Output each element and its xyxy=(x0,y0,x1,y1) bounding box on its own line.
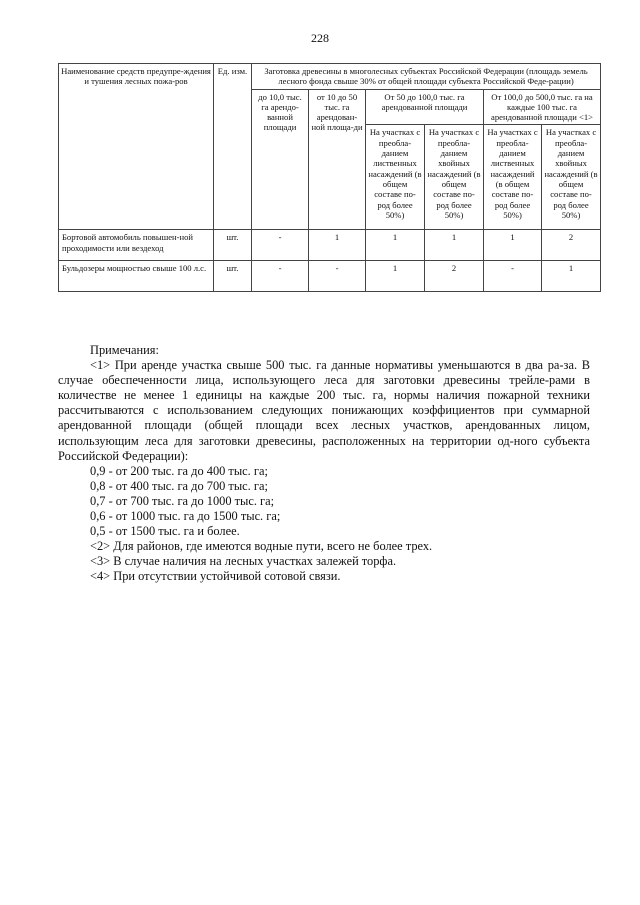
notes-section xyxy=(58,343,590,585)
coefficient-item: 0,8 - от 400 тыс. га до 700 тыс. га; xyxy=(90,478,268,493)
note-4: <4> При отсутствии устойчивой сотовой связи. xyxy=(90,569,341,584)
row-unit: шт. xyxy=(214,230,252,261)
header-unit: Ед. изм. xyxy=(214,64,252,230)
row-value: 1 xyxy=(542,261,601,292)
row-value: 2 xyxy=(425,261,484,292)
header-group-title: Заготовка древесины в многолесных субъектах Российской Федерации (площадь земель лесного фонда свыше 30% от общей площади субъекта Российской Феде-рации) xyxy=(252,64,601,90)
notes-title: Примечания: xyxy=(90,343,159,357)
subheader-deciduous-100-500: На участках с преобла-данием лиственных насаждений (в общем составе по-род более 50%) xyxy=(484,125,542,230)
row-equipment-name: Бортовой автомобиль повышен-ной проходимости или вездеход xyxy=(59,230,214,261)
row-value: 1 xyxy=(366,261,425,292)
subheader-coniferous-100-500: На участках с преобла-данием хвойных насаждений (в общем составе по-род более 50%) xyxy=(542,125,601,230)
header-area-10-50: от 10 до 50 тыс. га арендован-ной площа-ди xyxy=(309,89,366,230)
header-area-100-500: От 100,0 до 500,0 тыс. га на каждые 100 тыс. га арендованной площади <1> xyxy=(484,89,601,125)
table-row xyxy=(59,230,601,261)
header-row-1 xyxy=(59,64,601,90)
note-1: <1> При аренде участка свыше 500 тыс. га данные нормативы уменьшаются в два ра-за. В случае обеспеченности лица, использующего леса для заготовки древесины трейле-рами в количестве не менее 1 единицы на каждые 200 тыс. га, нормы наличия пожарной техники рассчитываются с использованием следующих понижающих коэффициентов при суммарной арендованной площади (общей площади всех лесных участков, арендованных лицом, использующим леса для заготовки древесины, расположенных на территории од-ного субъекта Российской Федерации): xyxy=(58,358,590,463)
fire-equipment-norms-table xyxy=(58,63,601,292)
subheader-deciduous-50-100: На участках с преобла-данием лиственных насаждений (в общем составе по-род более 50%) xyxy=(366,125,425,230)
subheader-coniferous-50-100: На участках с преобла-данием хвойных насаждений (в общем составе по-род более 50%) xyxy=(425,125,484,230)
row-equipment-name: Бульдозеры мощностью свыше 100 л.с. xyxy=(59,261,214,292)
row-value: 1 xyxy=(484,230,542,261)
header-area-up-to-10: до 10,0 тыс. га арендо-ванной площади xyxy=(252,89,309,230)
row-value: 2 xyxy=(542,230,601,261)
coefficient-item: 0,5 - от 1500 тыс. га и более. xyxy=(90,524,240,539)
header-equipment-name: Наименование средств предупре-ждения и тушения лесных пожа-ров xyxy=(59,64,214,230)
table-row xyxy=(59,261,601,292)
coefficient-item: 0,6 - от 1000 тыс. га до 1500 тыс. га; xyxy=(90,509,281,524)
note-3: <3> В случае наличия на лесных участках залежей торфа. xyxy=(90,554,397,569)
row-unit: шт. xyxy=(214,261,252,292)
row-value: 1 xyxy=(425,230,484,261)
row-value: - xyxy=(309,261,366,292)
row-value: 1 xyxy=(309,230,366,261)
note-2: <2> Для районов, где имеются водные пути, всего не более трех. xyxy=(90,539,433,554)
coefficient-item: 0,7 - от 700 тыс. га до 1000 тыс. га; xyxy=(90,493,275,508)
row-value: - xyxy=(484,261,542,292)
row-value: 1 xyxy=(366,230,425,261)
coefficient-item: 0,9 - от 200 тыс. га до 400 тыс. га; xyxy=(90,463,268,478)
row-value: - xyxy=(252,261,309,292)
header-area-50-100: От 50 до 100,0 тыс. га арендованной площади xyxy=(366,89,484,125)
page-number: 228 xyxy=(311,31,329,45)
row-value: - xyxy=(252,230,309,261)
